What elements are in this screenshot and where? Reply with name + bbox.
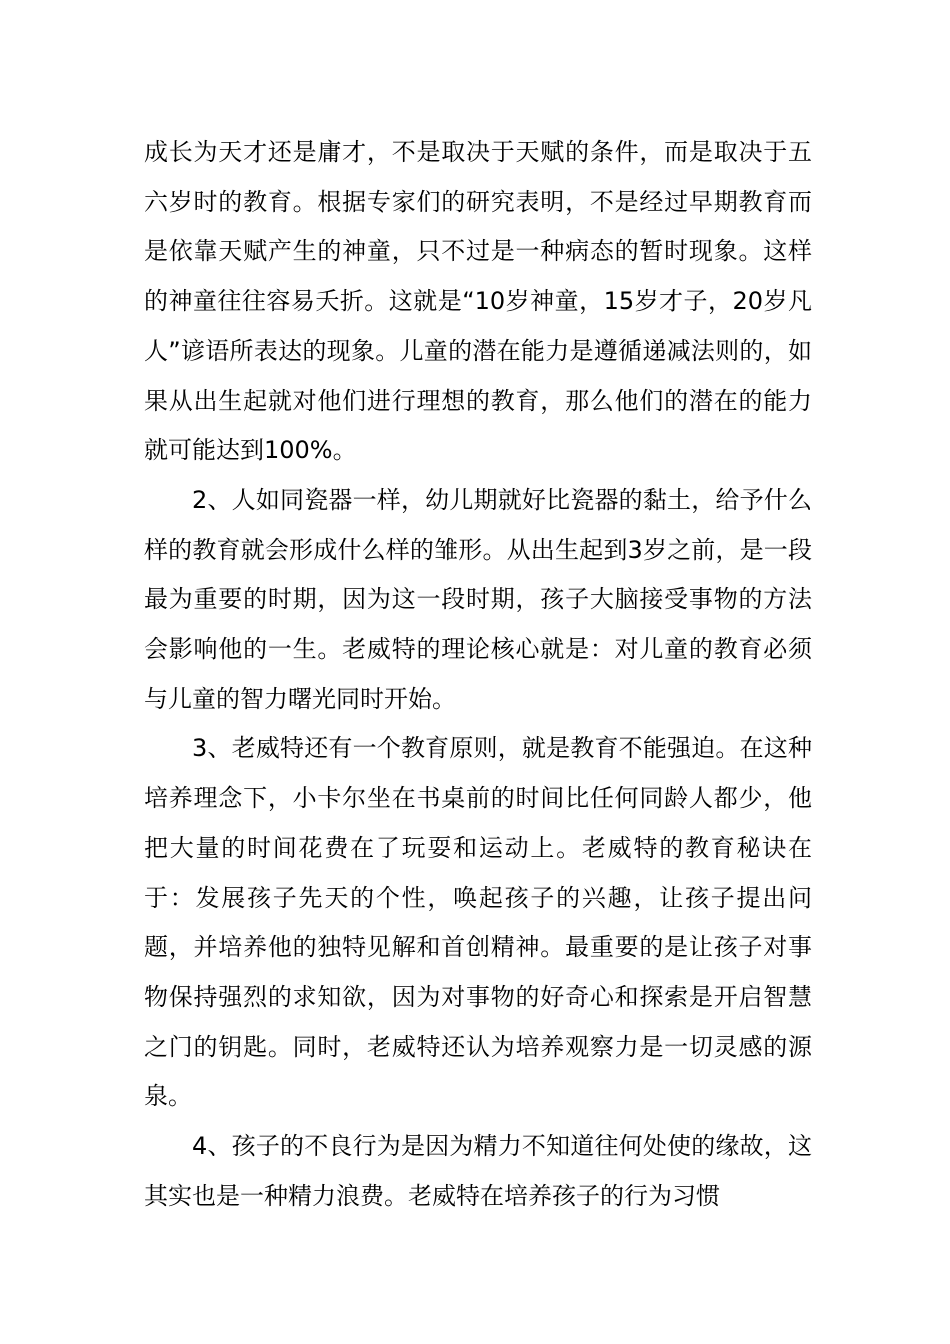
paragraph-1: 成长为天才还是庸才，不是取决于天赋的条件，而是取决于五六岁时的教育。根据专家们的研究表明，不是经过早期教育而是依靠天赋产生的神童，只不过是一种病态的暂时现象。这样的神童往往容易夭折。这就是“10岁神童，15岁才子，20岁凡人”谚语所表达的现象。儿童的潜在能力是遵循递减法则的，如果从出生起就对他们进行理想的教育，那么他们的潜在的能力就可能达到100%。	[144, 138, 812, 465]
paragraph-4: 4、孩子的不良行为是因为精力不知道往何处使的缘故，这其实也是一种精力浪费。老威特在培养孩子的行为习惯	[144, 1132, 812, 1210]
document-body	[144, 128, 812, 1221]
paragraph-2: 2、人如同瓷器一样，幼儿期就好比瓷器的黏土，给予什么样的教育就会形成什么样的雏形。从出生起到3岁之前，是一段最为重要的时期，因为这一段时期，孩子大脑接受事物的方法会影响他的一生。老威特的理论核心就是：对儿童的教育必须与儿童的智力曙光同时开始。	[144, 485, 812, 713]
paragraph-3: 3、老威特还有一个教育原则，就是教育不能强迫。在这种培养理念下，小卡尔坐在书桌前的时间比任何同龄人都少，他把大量的时间花费在了玩耍和运动上。老威特的教育秘诀在于：发展孩子先天的个性，唤起孩子的兴趣，让孩子提出问题，并培养他的独特见解和首创精神。最重要的是让孩子对事物保持强烈的求知欲，因为对事物的好奇心和探索是开启智慧之门的钥匙。同时，老威特还认为培养观察力是一切灵感的源泉。	[144, 734, 812, 1111]
